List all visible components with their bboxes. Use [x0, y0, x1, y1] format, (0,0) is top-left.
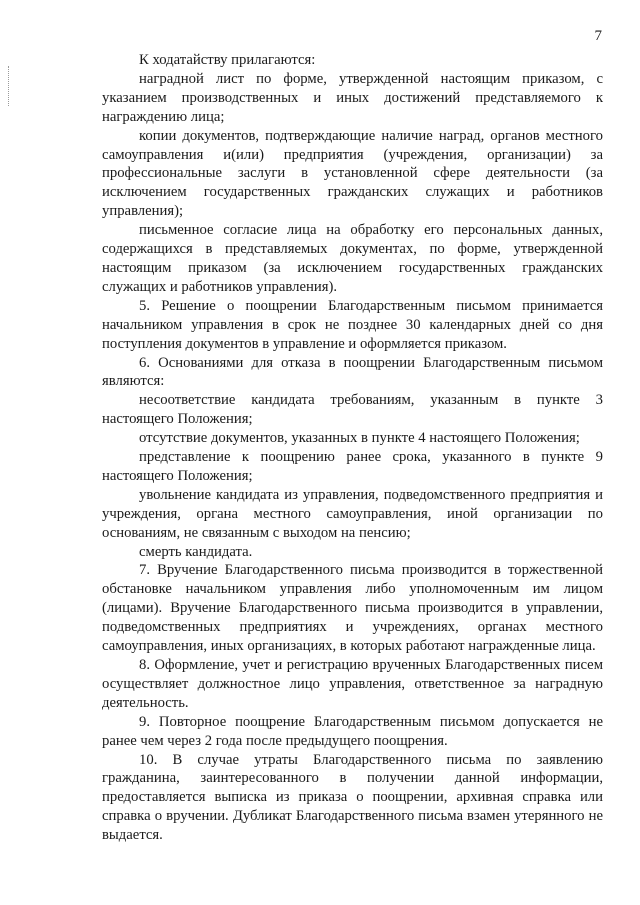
paragraph-refusal-documents: отсутствие документов, указанных в пункте 4 настоящего Положения; [139, 430, 580, 447]
page-number: 7 [594, 28, 602, 44]
paragraph-item-9: 9. Повторное поощрение Благодарственным письмом допускается не ранее чем через 2 года после предыдущего поощрения. [102, 713, 603, 749]
paragraph-refusal-early: представление к поощрению ранее срока, указанного в пункте 9 настоящего Положения; [102, 449, 603, 484]
paragraph-item-6: 6. Основаниями для отказа в поощрении Благодарственным письмом являются: [102, 354, 603, 390]
paragraph-item-8: 8. Оформление, учет и регистрацию врученных Благодарственных писем осуществляет должностное лицо управления, ответственное за наградную деятельность. [102, 657, 603, 711]
paragraph-item-7: 7. Вручение Благодарственного письма производится в торжественной обстановке начальником управления либо уполномоченным им лицом (лицами). Вручение Благодарственного письма производится в управлении, подведомственных предприятиях и учреждениях, органах местного самоуправления, иных организациях, в которых работают награжденные лица. [102, 562, 603, 655]
paragraph-refusal-dismissal: увольнение кандидата из управления, подведомственного предприятия и учреждения, органа местного самоуправления, иной организации по основаниям, не связанным с выходом на пенсию; [102, 486, 603, 541]
paragraph-refusal-requirements: несоответствие кандидата требованиям, указанным в пункте 3 настоящего Положения; [102, 392, 603, 428]
paragraph-award-copies: копии документов, подтверждающие наличие наград, органов местного самоуправления и(или) предприятия (учреждения, организации) за профессиональные заслуги в установленной сфере деятельности (за исключением государственных гражданских служащих и работников управления); [102, 127, 603, 220]
paragraph-award-sheet: наградной лист по форме, утвержденной настоящим приказом, с указанием производственных и иных достижений представляемого к награждению лица; [102, 70, 603, 125]
paragraph-consent: письменное согласие лица на обработку его персональных данных, содержащихся в представляемых документах, по форме, утвержденной настоящим приказом (за исключением государственных гражданских служащих и работников управления). [102, 222, 603, 295]
paragraph-attachments-intro: К ходатайству прилагаются: [139, 52, 316, 68]
paragraph-item-10: 10. В случае утраты Благодарственного письма по заявлению гражданина, заинтересованного в получении данной информации, предоставляется выписка из приказа о поощрении, архивная справка или справка о вручении. Дубликат Благодарственного письма взамен утерянного не выдается. [102, 751, 603, 844]
document-body [102, 51, 603, 845]
margin-marks [8, 66, 11, 106]
paragraph-item-5: 5. Решение о поощрении Благодарственным письмом принимается начальником управления в срок не позднее 30 календарных дней со дня поступления документов в управление и оформляется приказом. [102, 297, 603, 352]
paragraph-refusal-death: смерть кандидата. [139, 543, 253, 560]
